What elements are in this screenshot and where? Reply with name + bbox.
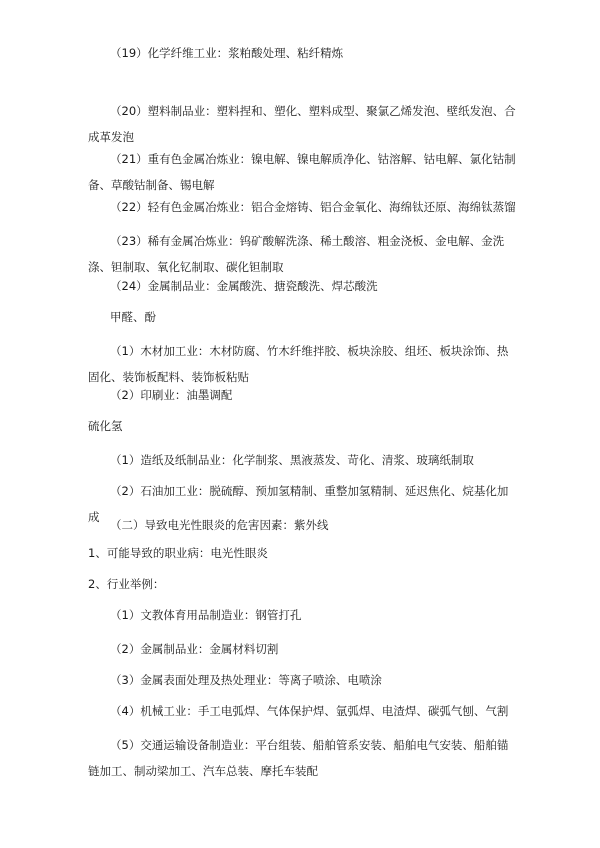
section-heading-hydrogen-sulfide: 硫化氢 <box>88 419 123 433</box>
paragraph-rare-metals: （23）稀有金属冶炼业：钨矿酸解洗涤、稀土酸溶、粗金浇板、金电解、金洗涤、钽制取、氧化钇制取、碳化钽制取 <box>88 234 505 274</box>
paragraph-transport-equipment: （5）交通运输设备制造业：平台组装、船舶管系安装、船舶电气安装、船舶锚链加工、制动梁加工、汽车总装、摩托车装配 <box>88 738 509 778</box>
paragraph-plastics: （20）塑料制品业：塑料捏和、塑化、塑料成型、聚氯乙烯发泡、壁纸发泡、合成革发泡 <box>88 104 516 144</box>
section-heading-formaldehyde-phenol: 甲醛、酚 <box>110 310 156 324</box>
paragraph-sporting-goods: （1）文教体育用品制造业：钢管打孔 <box>110 608 302 622</box>
paragraph-surface-treatment: （3）金属表面处理及热处理业：等离子喷涂、电喷涂 <box>110 673 382 687</box>
paragraph-metal-cutting: （2）金属制品业：金属材料切割 <box>110 642 279 656</box>
paragraph-wood-processing: （1）木材加工业：木材防腐、竹木纤维拌胶、板块涂胶、组坯、板块涂饰、热固化、装饰板配料、装饰板粘贴 <box>88 344 509 384</box>
paragraph-light-nonferrous: （22）轻有色金属冶炼业：铝合金熔铸、铝合金氧化、海绵钛还原、海绵钛蒸馏 <box>110 200 516 214</box>
paragraph-industry-examples: 2、行业举例： <box>88 577 165 591</box>
paragraph-heavy-nonferrous: （21）重有色金属冶炼业：镍电解、镍电解质净化、钴溶解、钴电解、氯化钴制备、草酸钴制备、锡电解 <box>88 152 516 192</box>
section-heading-ultraviolet: （二）导致电光性眼炎的危害因素：紫外线 <box>110 518 329 532</box>
paragraph-machinery: （4）机械工业：手工电弧焊、气体保护焊、氩弧焊、电渣焊、碳弧气刨、气割 <box>110 704 509 718</box>
paragraph-paper-making: （1）造纸及纸制品业：化学制浆、黑液蒸发、苛化、清浆、玻璃纸制取 <box>110 453 474 467</box>
paragraph-chemical-fiber: （19）化学纤维工业：浆粕酸处理、粘纤精炼 <box>110 46 344 60</box>
paragraph-metal-products: （24）金属制品业：金属酸洗、搪瓷酸洗、焊芯酸洗 <box>110 279 378 293</box>
paragraph-petroleum: （2）石油加工业：脱硫醇、预加氢精制、重整加氢精制、延迟焦化、烷基化加成 <box>88 484 509 524</box>
paragraph-printing: （2）印刷业：油墨调配 <box>110 388 233 402</box>
paragraph-occupational-disease: 1、可能导致的职业病：电光性眼炎 <box>88 546 268 560</box>
